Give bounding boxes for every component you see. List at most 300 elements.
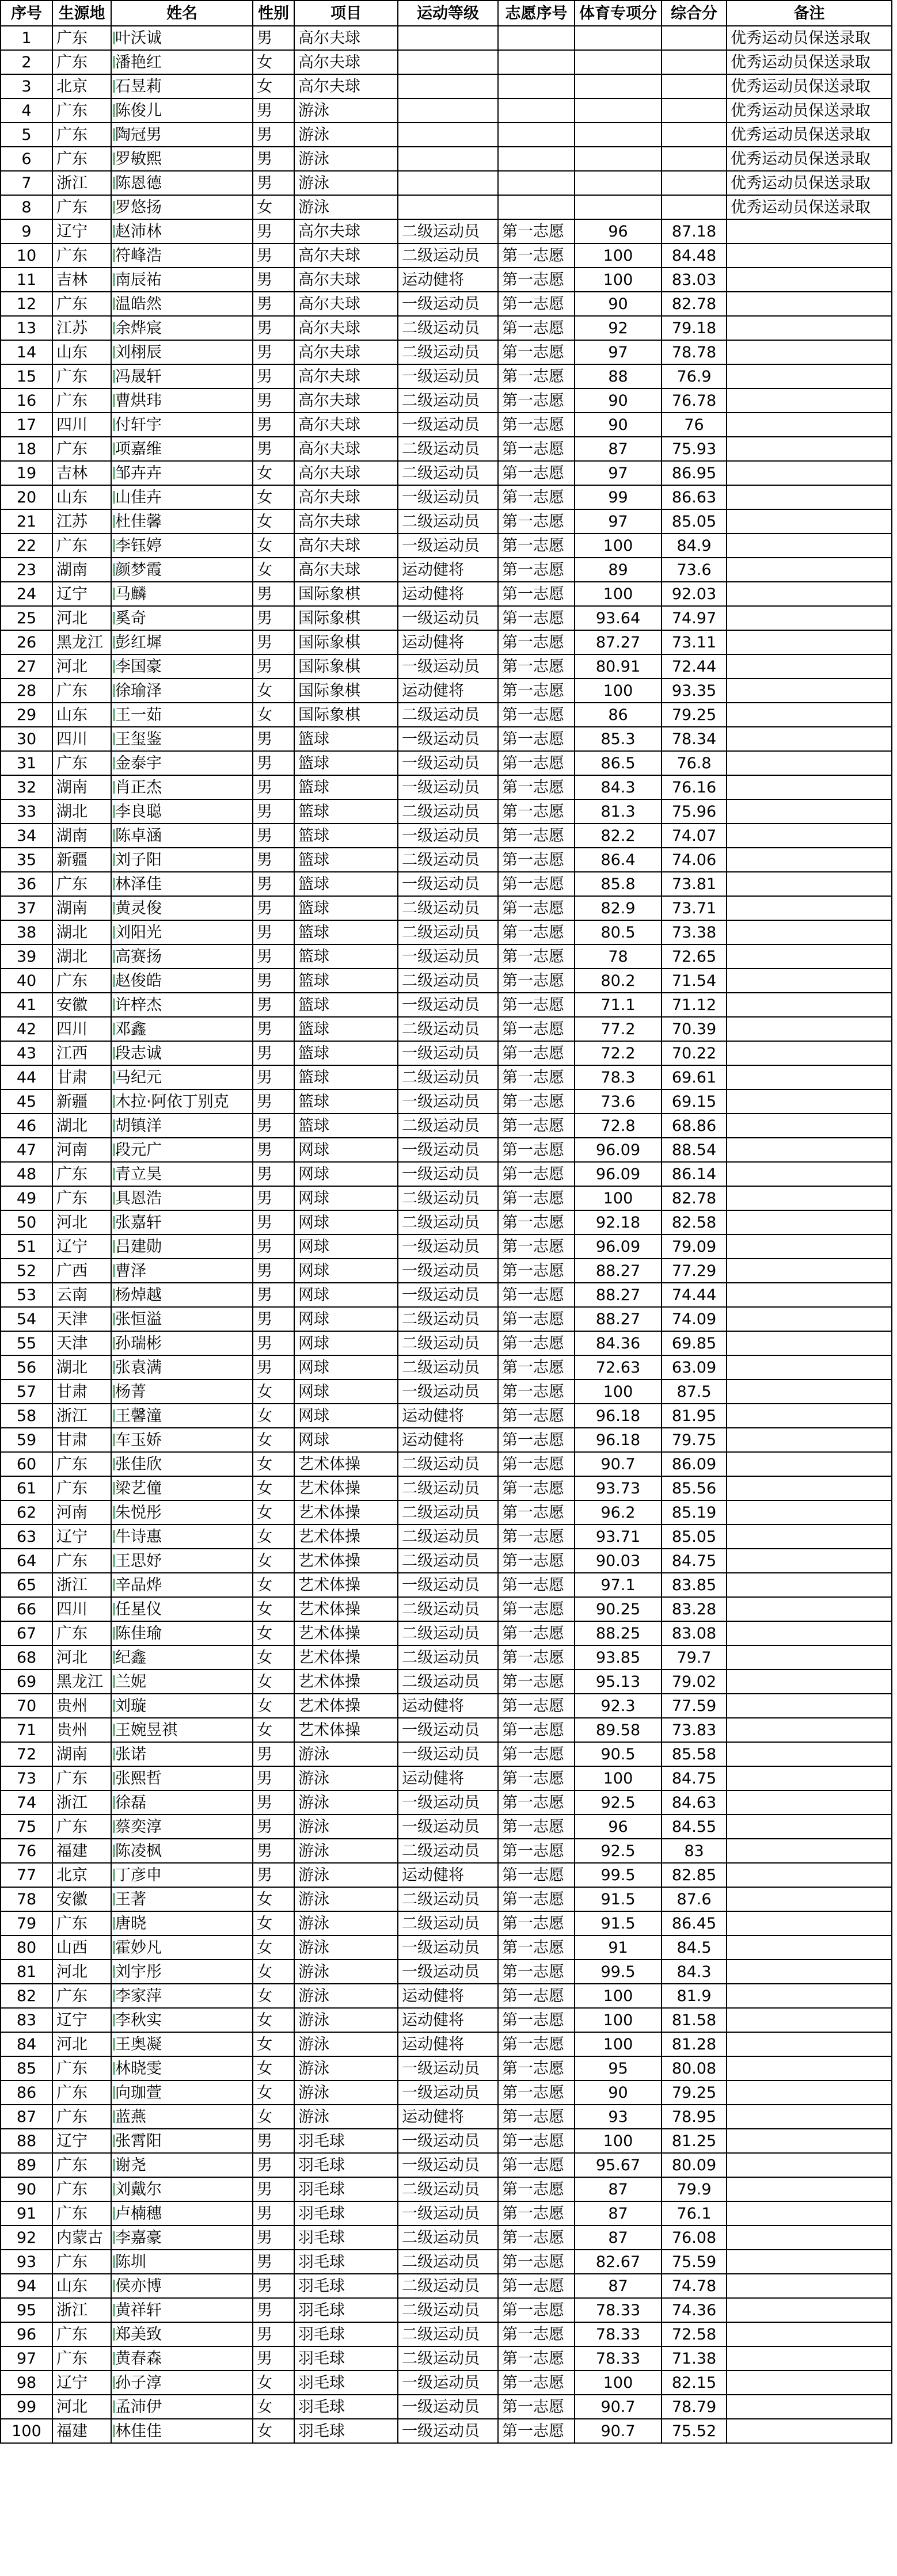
cell-athlete-level: 一级运动员 xyxy=(398,364,498,388)
cell-sport-score: 96.09 xyxy=(575,1234,662,1259)
cell-sport-score xyxy=(575,195,662,219)
cell-choice-order: 第一志愿 xyxy=(498,1404,575,1428)
cell-athlete-level: 一级运动员 xyxy=(398,292,498,316)
cell-sport-score: 72.8 xyxy=(575,1114,662,1138)
cell-serial: 29 xyxy=(1,703,52,727)
cell-origin: 甘肃 xyxy=(52,1065,111,1089)
cell-name: 李家萍 xyxy=(111,1984,253,2008)
cell-athlete-level: 二级运动员 xyxy=(398,1355,498,1380)
cell-sport: 篮球 xyxy=(294,896,398,920)
cell-athlete-level: 二级运动员 xyxy=(398,2250,498,2274)
cell-gender: 男 xyxy=(253,26,294,50)
cell-sport: 羽毛球 xyxy=(294,2129,398,2153)
cell-choice-order: 第一志愿 xyxy=(498,388,575,413)
cell-choice-order: 第一志愿 xyxy=(498,2298,575,2322)
cell-remarks xyxy=(727,1331,892,1355)
cell-athlete-level: 运动健将 xyxy=(398,582,498,606)
cell-sport-score: 96.2 xyxy=(575,1500,662,1525)
cell-sport-score: 100 xyxy=(575,1186,662,1210)
cell-total-score: 79.7 xyxy=(662,1645,727,1670)
table-row xyxy=(1,1597,892,1621)
cell-serial: 8 xyxy=(1,195,52,219)
cell-remarks xyxy=(727,2346,892,2371)
cell-gender: 女 xyxy=(253,2105,294,2129)
cell-name: 南辰祐 xyxy=(111,268,253,292)
cell-origin: 辽宁 xyxy=(52,2371,111,2395)
cell-name: 具恩浩 xyxy=(111,1186,253,1210)
cell-gender: 男 xyxy=(253,388,294,413)
cell-sport: 国际象棋 xyxy=(294,654,398,679)
cell-serial: 4 xyxy=(1,98,52,123)
cell-sport: 网球 xyxy=(294,1186,398,1210)
cell-name: 肖正杰 xyxy=(111,775,253,799)
cell-total-score: 72.58 xyxy=(662,2322,727,2346)
cell-origin: 河北 xyxy=(52,2032,111,2056)
cell-sport: 国际象棋 xyxy=(294,606,398,630)
cell-gender: 男 xyxy=(253,727,294,751)
cell-sport-score: 92.18 xyxy=(575,1210,662,1234)
cell-remarks xyxy=(727,896,892,920)
cell-gender: 男 xyxy=(253,1331,294,1355)
cell-remarks xyxy=(727,243,892,268)
cell-gender: 男 xyxy=(253,340,294,364)
table-row xyxy=(1,775,892,799)
cell-choice-order: 第一志愿 xyxy=(498,1307,575,1331)
cell-total-score: 69.61 xyxy=(662,1065,727,1089)
cell-sport-score: 88 xyxy=(575,364,662,388)
cell-serial: 55 xyxy=(1,1331,52,1355)
cell-origin: 河北 xyxy=(52,1645,111,1670)
cell-name: 孙子淳 xyxy=(111,2371,253,2395)
cell-sport: 艺术体操 xyxy=(294,1476,398,1500)
cell-gender: 男 xyxy=(253,920,294,944)
cell-athlete-level: 一级运动员 xyxy=(398,1162,498,1186)
cell-remarks xyxy=(727,606,892,630)
cell-sport-score: 82.67 xyxy=(575,2250,662,2274)
cell-sport: 网球 xyxy=(294,1428,398,1452)
cell-sport: 篮球 xyxy=(294,920,398,944)
cell-name: 颜梦霞 xyxy=(111,558,253,582)
cell-serial: 90 xyxy=(1,2177,52,2201)
cell-name: 吕建勋 xyxy=(111,1234,253,1259)
cell-choice-order: 第一志愿 xyxy=(498,1549,575,1573)
cell-name: 李良聪 xyxy=(111,799,253,824)
cell-sport: 羽毛球 xyxy=(294,2419,398,2443)
cell-serial: 42 xyxy=(1,1017,52,1041)
cell-remarks xyxy=(727,1911,892,1935)
cell-athlete-level: 二级运动员 xyxy=(398,1210,498,1234)
cell-athlete-level: 一级运动员 xyxy=(398,606,498,630)
cell-serial: 26 xyxy=(1,630,52,654)
cell-serial: 7 xyxy=(1,171,52,195)
cell-gender: 男 xyxy=(253,606,294,630)
cell-total-score: 83.03 xyxy=(662,268,727,292)
cell-remarks xyxy=(727,2032,892,2056)
table-row xyxy=(1,1790,892,1815)
cell-serial: 97 xyxy=(1,2346,52,2371)
cell-remarks xyxy=(727,2056,892,2080)
cell-athlete-level: 运动健将 xyxy=(398,679,498,703)
cell-choice-order: 第一志愿 xyxy=(498,848,575,872)
cell-remarks xyxy=(727,1210,892,1234)
cell-remarks xyxy=(727,2298,892,2322)
cell-sport-score: 97 xyxy=(575,461,662,485)
cell-sport: 游泳 xyxy=(294,1742,398,1766)
cell-sport: 游泳 xyxy=(294,195,398,219)
cell-origin: 浙江 xyxy=(52,171,111,195)
cell-athlete-level: 一级运动员 xyxy=(398,2080,498,2105)
cell-choice-order: 第一志愿 xyxy=(498,2129,575,2153)
table-row xyxy=(1,1380,892,1404)
cell-remarks xyxy=(727,2008,892,2032)
cell-remarks xyxy=(727,703,892,727)
table-row xyxy=(1,171,892,195)
cell-total-score: 82.58 xyxy=(662,1210,727,1234)
cell-serial: 91 xyxy=(1,2201,52,2226)
cell-remarks xyxy=(727,824,892,848)
table-row xyxy=(1,2177,892,2201)
cell-remarks xyxy=(727,1935,892,1960)
cell-choice-order: 第一志愿 xyxy=(498,437,575,461)
cell-choice-order: 第一志愿 xyxy=(498,1186,575,1210)
cell-total-score xyxy=(662,195,727,219)
cell-serial: 49 xyxy=(1,1186,52,1210)
cell-choice-order: 第一志愿 xyxy=(498,1428,575,1452)
cell-origin: 四川 xyxy=(52,727,111,751)
cell-sport: 艺术体操 xyxy=(294,1621,398,1645)
cell-sport: 游泳 xyxy=(294,2080,398,2105)
cell-sport: 艺术体操 xyxy=(294,1452,398,1476)
cell-serial: 71 xyxy=(1,1718,52,1742)
table-row xyxy=(1,1694,892,1718)
cell-sport-score: 85.8 xyxy=(575,872,662,896)
cell-athlete-level: 二级运动员 xyxy=(398,2226,498,2250)
cell-origin: 湖北 xyxy=(52,1355,111,1380)
table-row xyxy=(1,388,892,413)
cell-choice-order: 第一志愿 xyxy=(498,2226,575,2250)
cell-choice-order xyxy=(498,147,575,171)
cell-total-score: 85.56 xyxy=(662,1476,727,1500)
cell-origin: 河北 xyxy=(52,2395,111,2419)
cell-choice-order: 第一志愿 xyxy=(498,920,575,944)
cell-choice-order xyxy=(498,74,575,98)
table-row xyxy=(1,1742,892,1766)
cell-sport-score: 100 xyxy=(575,2032,662,2056)
cell-total-score: 73.6 xyxy=(662,558,727,582)
cell-total-score: 78.95 xyxy=(662,2105,727,2129)
cell-origin: 广东 xyxy=(52,534,111,558)
cell-gender: 女 xyxy=(253,1452,294,1476)
cell-total-score: 79.02 xyxy=(662,1670,727,1694)
cell-remarks xyxy=(727,1984,892,2008)
cell-remarks: 优秀运动员保送录取 xyxy=(727,26,892,50)
cell-athlete-level: 二级运动员 xyxy=(398,969,498,993)
cell-sport: 羽毛球 xyxy=(294,2322,398,2346)
cell-sport: 网球 xyxy=(294,1210,398,1234)
cell-total-score: 86.63 xyxy=(662,485,727,509)
table-row xyxy=(1,558,892,582)
cell-sport: 网球 xyxy=(294,1234,398,1259)
cell-serial: 92 xyxy=(1,2226,52,2250)
cell-sport-score: 90 xyxy=(575,413,662,437)
cell-athlete-level: 运动健将 xyxy=(398,1984,498,2008)
cell-choice-order: 第一志愿 xyxy=(498,2008,575,2032)
cell-serial: 67 xyxy=(1,1621,52,1645)
cell-serial: 51 xyxy=(1,1234,52,1259)
cell-choice-order: 第一志愿 xyxy=(498,944,575,969)
cell-sport-score xyxy=(575,50,662,74)
cell-athlete-level: 二级运动员 xyxy=(398,1839,498,1863)
cell-total-score: 87.5 xyxy=(662,1380,727,1404)
cell-sport-score: 91.5 xyxy=(575,1911,662,1935)
table-row xyxy=(1,799,892,824)
cell-athlete-level: 运动健将 xyxy=(398,1863,498,1887)
cell-sport-score: 90 xyxy=(575,2080,662,2105)
cell-sport-score: 100 xyxy=(575,582,662,606)
cell-origin: 天津 xyxy=(52,1331,111,1355)
header-origin: 生源地 xyxy=(52,1,111,26)
cell-remarks xyxy=(727,1766,892,1790)
cell-gender: 女 xyxy=(253,2056,294,2080)
cell-name: 刘戴尔 xyxy=(111,2177,253,2201)
cell-gender: 男 xyxy=(253,437,294,461)
cell-remarks xyxy=(727,1041,892,1065)
cell-sport: 游泳 xyxy=(294,1984,398,2008)
cell-total-score: 71.38 xyxy=(662,2346,727,2371)
table-row xyxy=(1,920,892,944)
cell-sport-score: 100 xyxy=(575,1766,662,1790)
table-row xyxy=(1,292,892,316)
cell-choice-order: 第一志愿 xyxy=(498,1331,575,1355)
cell-total-score: 73.71 xyxy=(662,896,727,920)
cell-total-score: 93.35 xyxy=(662,679,727,703)
cell-choice-order: 第一志愿 xyxy=(498,2395,575,2419)
cell-name: 林晓雯 xyxy=(111,2056,253,2080)
table-row xyxy=(1,630,892,654)
cell-sport: 游泳 xyxy=(294,123,398,147)
cell-remarks xyxy=(727,2177,892,2201)
cell-sport: 羽毛球 xyxy=(294,2346,398,2371)
table-row xyxy=(1,243,892,268)
cell-sport: 游泳 xyxy=(294,1887,398,1911)
cell-choice-order: 第一志愿 xyxy=(498,679,575,703)
cell-sport-score: 90.7 xyxy=(575,2395,662,2419)
cell-gender: 女 xyxy=(253,485,294,509)
cell-serial: 66 xyxy=(1,1597,52,1621)
cell-origin: 广东 xyxy=(52,1186,111,1210)
cell-name: 张嘉轩 xyxy=(111,1210,253,1234)
cell-serial: 10 xyxy=(1,243,52,268)
cell-athlete-level xyxy=(398,195,498,219)
table-row xyxy=(1,1718,892,1742)
cell-name: 王馨潼 xyxy=(111,1404,253,1428)
cell-name: 唐晓 xyxy=(111,1911,253,1935)
cell-total-score: 74.44 xyxy=(662,1283,727,1307)
cell-choice-order: 第一志愿 xyxy=(498,1621,575,1645)
header-serial: 序号 xyxy=(1,1,52,26)
cell-origin: 湖南 xyxy=(52,824,111,848)
cell-sport: 国际象棋 xyxy=(294,679,398,703)
cell-gender: 男 xyxy=(253,2129,294,2153)
cell-origin: 河北 xyxy=(52,654,111,679)
cell-origin: 广东 xyxy=(52,2080,111,2105)
cell-gender: 男 xyxy=(253,969,294,993)
cell-name: 青立昊 xyxy=(111,1162,253,1186)
cell-sport-score xyxy=(575,123,662,147)
cell-remarks xyxy=(727,2129,892,2153)
cell-total-score: 69.85 xyxy=(662,1331,727,1355)
cell-sport: 高尔夫球 xyxy=(294,558,398,582)
table-row xyxy=(1,1065,892,1089)
cell-sport: 游泳 xyxy=(294,171,398,195)
cell-name: 梁艺僮 xyxy=(111,1476,253,1500)
cell-serial: 44 xyxy=(1,1065,52,1089)
cell-choice-order xyxy=(498,98,575,123)
cell-remarks xyxy=(727,2322,892,2346)
cell-origin: 广东 xyxy=(52,2250,111,2274)
cell-choice-order: 第一志愿 xyxy=(498,727,575,751)
cell-gender: 女 xyxy=(253,1694,294,1718)
cell-athlete-level xyxy=(398,147,498,171)
table-row xyxy=(1,2008,892,2032)
cell-name: 王玺鉴 xyxy=(111,727,253,751)
cell-athlete-level xyxy=(398,50,498,74)
cell-sport: 艺术体操 xyxy=(294,1670,398,1694)
cell-gender: 男 xyxy=(253,1186,294,1210)
cell-gender: 男 xyxy=(253,848,294,872)
cell-remarks xyxy=(727,1670,892,1694)
cell-serial: 69 xyxy=(1,1670,52,1694)
table-row xyxy=(1,1210,892,1234)
cell-total-score: 74.78 xyxy=(662,2274,727,2298)
table-row xyxy=(1,123,892,147)
cell-name: 潘艳红 xyxy=(111,50,253,74)
cell-remarks xyxy=(727,2274,892,2298)
cell-remarks xyxy=(727,1186,892,1210)
cell-serial: 78 xyxy=(1,1887,52,1911)
cell-name: 张诺 xyxy=(111,1742,253,1766)
cell-choice-order: 第一志愿 xyxy=(498,1573,575,1597)
cell-choice-order: 第一志愿 xyxy=(498,1138,575,1162)
cell-sport: 羽毛球 xyxy=(294,2298,398,2322)
cell-sport-score xyxy=(575,98,662,123)
cell-remarks xyxy=(727,1718,892,1742)
cell-sport: 羽毛球 xyxy=(294,2395,398,2419)
cell-choice-order: 第一志愿 xyxy=(498,1887,575,1911)
cell-gender: 男 xyxy=(253,1114,294,1138)
cell-sport: 羽毛球 xyxy=(294,2226,398,2250)
cell-serial: 56 xyxy=(1,1355,52,1380)
cell-gender: 女 xyxy=(253,461,294,485)
cell-choice-order: 第一志愿 xyxy=(498,654,575,679)
cell-serial: 19 xyxy=(1,461,52,485)
cell-serial: 62 xyxy=(1,1500,52,1525)
cell-origin: 广东 xyxy=(52,969,111,993)
cell-sport: 游泳 xyxy=(294,1790,398,1815)
cell-gender: 男 xyxy=(253,1259,294,1283)
cell-choice-order: 第一志愿 xyxy=(498,1283,575,1307)
cell-name: 蔡奕淳 xyxy=(111,1815,253,1839)
cell-serial: 9 xyxy=(1,219,52,243)
cell-name: 奚奇 xyxy=(111,606,253,630)
cell-remarks xyxy=(727,534,892,558)
cell-remarks xyxy=(727,558,892,582)
cell-total-score: 87.6 xyxy=(662,1887,727,1911)
cell-sport: 篮球 xyxy=(294,993,398,1017)
cell-sport-score: 93.73 xyxy=(575,1476,662,1500)
cell-athlete-level: 运动健将 xyxy=(398,2008,498,2032)
cell-remarks xyxy=(727,1307,892,1331)
cell-gender: 男 xyxy=(253,751,294,775)
cell-serial: 45 xyxy=(1,1089,52,1114)
cell-sport-score: 92 xyxy=(575,316,662,340)
cell-sport-score: 93.85 xyxy=(575,1645,662,1670)
cell-athlete-level: 一级运动员 xyxy=(398,1380,498,1404)
cell-origin: 广东 xyxy=(52,1815,111,1839)
cell-gender: 男 xyxy=(253,1041,294,1065)
cell-sport: 游泳 xyxy=(294,2008,398,2032)
cell-remarks xyxy=(727,1863,892,1887)
cell-origin: 山东 xyxy=(52,485,111,509)
cell-sport-score: 90.25 xyxy=(575,1597,662,1621)
cell-gender: 男 xyxy=(253,1017,294,1041)
cell-remarks: 优秀运动员保送录取 xyxy=(727,50,892,74)
cell-sport-score: 87 xyxy=(575,2226,662,2250)
table-row xyxy=(1,848,892,872)
cell-sport-score: 90.7 xyxy=(575,2419,662,2443)
cell-gender: 男 xyxy=(253,1138,294,1162)
cell-sport: 国际象棋 xyxy=(294,582,398,606)
cell-origin: 广东 xyxy=(52,1621,111,1645)
cell-athlete-level: 一级运动员 xyxy=(398,775,498,799)
cell-sport-score xyxy=(575,74,662,98)
table-row xyxy=(1,2250,892,2274)
cell-sport: 网球 xyxy=(294,1307,398,1331)
cell-gender: 男 xyxy=(253,243,294,268)
cell-origin: 广东 xyxy=(52,147,111,171)
cell-athlete-level: 二级运动员 xyxy=(398,1017,498,1041)
cell-name: 罗悠扬 xyxy=(111,195,253,219)
cell-gender: 男 xyxy=(253,993,294,1017)
cell-total-score: 76 xyxy=(662,413,727,437)
cell-name: 陶冠男 xyxy=(111,123,253,147)
cell-sport-score: 96 xyxy=(575,219,662,243)
cell-origin: 广东 xyxy=(52,243,111,268)
cell-sport: 高尔夫球 xyxy=(294,26,398,50)
table-row xyxy=(1,2129,892,2153)
cell-origin: 天津 xyxy=(52,1307,111,1331)
cell-serial: 5 xyxy=(1,123,52,147)
cell-serial: 93 xyxy=(1,2250,52,2274)
cell-sport-score: 80.91 xyxy=(575,654,662,679)
cell-name: 刘璇 xyxy=(111,1694,253,1718)
cell-choice-order: 第一志愿 xyxy=(498,993,575,1017)
cell-remarks xyxy=(727,848,892,872)
cell-choice-order: 第一志愿 xyxy=(498,1259,575,1283)
cell-origin: 北京 xyxy=(52,74,111,98)
cell-choice-order: 第一志愿 xyxy=(498,896,575,920)
cell-gender: 男 xyxy=(253,1089,294,1114)
cell-origin: 湖北 xyxy=(52,1114,111,1138)
cell-gender: 女 xyxy=(253,558,294,582)
cell-sport-score: 93.71 xyxy=(575,1525,662,1549)
cell-origin: 广东 xyxy=(52,679,111,703)
cell-name: 黄灵俊 xyxy=(111,896,253,920)
cell-gender: 女 xyxy=(253,1670,294,1694)
cell-gender: 男 xyxy=(253,316,294,340)
cell-remarks xyxy=(727,1138,892,1162)
cell-name: 罗敏熙 xyxy=(111,147,253,171)
